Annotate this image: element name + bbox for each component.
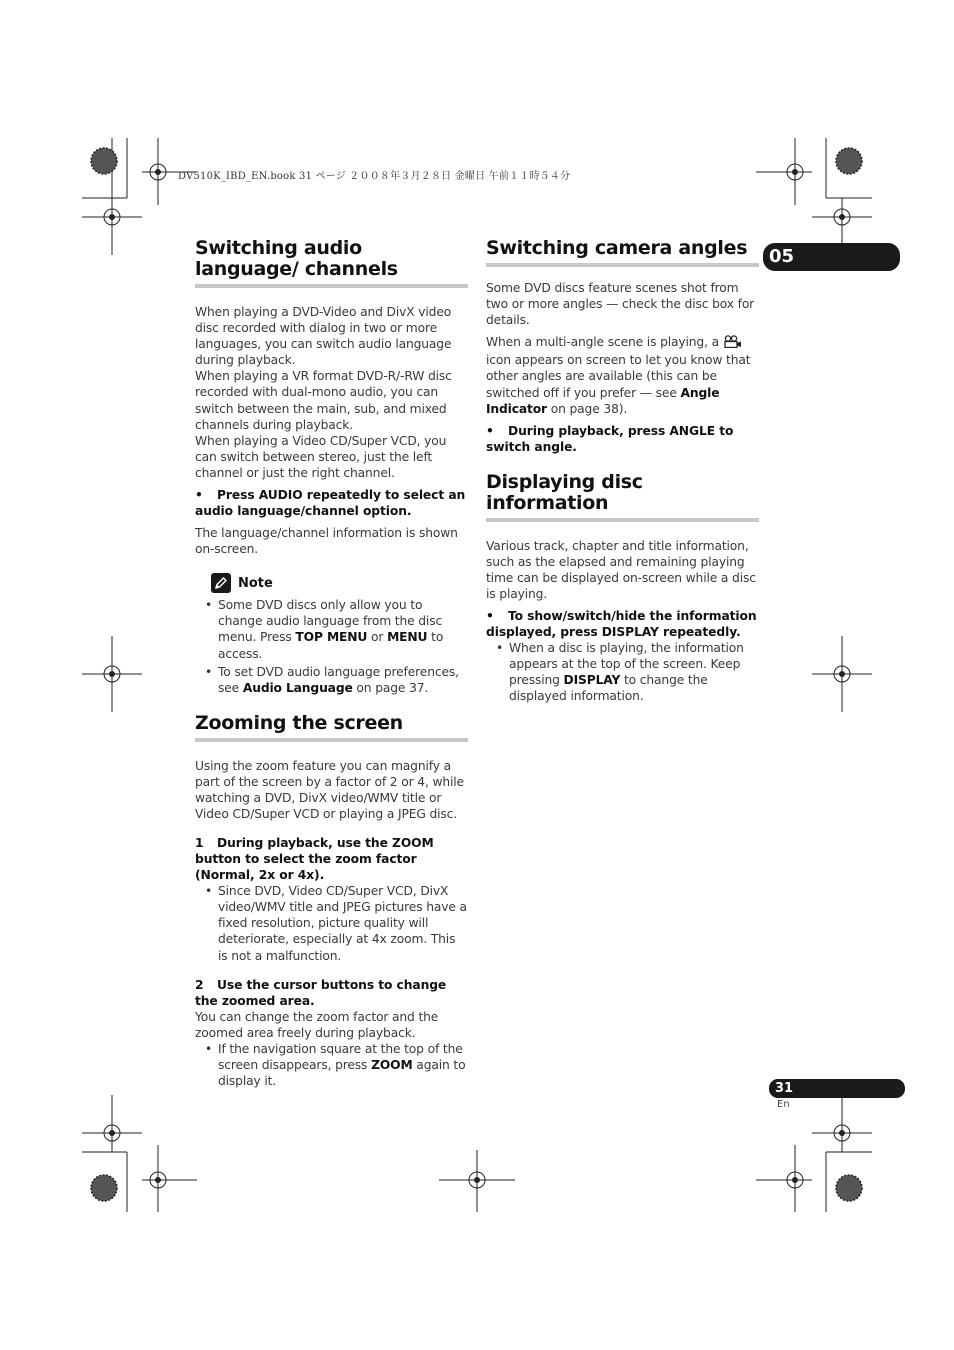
zoom-bullet-2: • If the navigation square at the top of the screen disappears, press ZOOM again to display it.	[195, 1041, 468, 1089]
camera-section	[486, 238, 759, 455]
zoom-bullets-1	[195, 883, 468, 963]
audio-paragraph-2: When playing a VR format DVD-R/-RW disc recorded with dual-mono audio, you can switch between the main, sub, and mixed channels during playback.	[195, 369, 452, 432]
camera-angle-icon	[723, 335, 743, 352]
audio-paragraph-1: When playing a DVD-Video and DivX video disc recorded with dialog in two or more languages, you can switch audio language during playback.	[195, 305, 452, 368]
disc-info-paragraph: Various track, chapter and title information, such as the elapsed and remaining playing time can be displayed on-screen while a disc is playing.	[486, 538, 756, 602]
pencil-icon	[211, 573, 231, 593]
zoom-bullet-1: • Since DVD, Video CD/Super VCD, DivX video/WMV title and JPEG pictures have a fixed resolution, picture quality will deteriorate, especially at 4x zoom. This is not a malfunction.	[195, 883, 468, 963]
page-number: 31	[775, 1081, 794, 1096]
chapter-tab	[763, 243, 900, 271]
heading-rule	[195, 738, 468, 742]
heading-rule	[195, 284, 468, 288]
note-list	[195, 597, 468, 696]
camera-paragraph-2: When a multi-angle scene is playing, a icon appears on screen to let you know that other angles are available (this can be switched off if you prefer — see Angle Indicator on page 38).	[486, 335, 751, 416]
audio-step: • Press AUDIO repeatedly to select an audio language/channel option.	[195, 488, 466, 519]
disc-info-heading: Displaying disc information	[486, 470, 643, 514]
page-number-tab	[769, 1079, 905, 1098]
heading-rule	[486, 263, 759, 267]
disc-info-section	[486, 472, 759, 705]
zoom-paragraph-2: You can change the zoom factor and the zoomed area freely during playback.	[195, 1009, 439, 1040]
note-item-2: • To set DVD audio language preferences, see Audio Language on page 37.	[195, 664, 468, 696]
disc-info-bullet: • When a disc is playing, the information appears at the top of the screen. Keep pressing DISPLAY to change the displayed information.	[486, 640, 759, 704]
disc-info-step: • To show/switch/hide the information displayed, press DISPLAY repeatedly.	[486, 609, 757, 640]
zoom-bullets-2	[195, 1041, 468, 1089]
note-title: Note	[238, 575, 273, 591]
camera-heading: Switching camera angles	[486, 237, 748, 259]
step-bullet: •	[195, 488, 203, 503]
camera-step: • During playback, press ANGLE to switch angle.	[486, 423, 734, 454]
camera-paragraph-1: Some DVD discs feature scenes shot from two or more angles — check the disc box for details.	[486, 281, 755, 328]
print-header: DV510K_IBD_EN.book 31 ページ ２００８年３月２８日 金曜日 午前１１時５４分	[178, 171, 571, 182]
zoom-step-1: 1 During playback, use the ZOOM button to select the zoom factor (Normal, 2x or 4x).	[195, 836, 434, 883]
disc-info-bullets	[486, 640, 759, 704]
zoom-step-2: 2 Use the cursor buttons to change the zoomed area.	[195, 977, 447, 1008]
zoom-heading: Zooming the screen	[195, 711, 403, 734]
left-column	[195, 238, 468, 1089]
note-header	[211, 573, 468, 593]
audio-after-text: The language/channel information is shown on-screen.	[195, 526, 458, 557]
zoom-paragraph-1: Using the zoom feature you can magnify a part of the screen by a factor of 2 or 4, while watching a DVD, DivX video/WMV title or Video CD/Super VCD or playing a JPEG disc.	[195, 758, 464, 822]
note-item-1: • Some DVD discs only allow you to change audio language from the disc menu. Press TOP MENU or MENU to access.	[195, 597, 468, 661]
chapter-number: 05	[769, 246, 795, 267]
audio-paragraph-3: When playing a Video CD/Super VCD, you can switch between stereo, just the left channel or just the right channel.	[195, 433, 447, 480]
audio-heading: Switching audio language/ channels	[195, 237, 398, 280]
right-column	[486, 238, 759, 705]
note-box	[195, 573, 468, 696]
audio-section	[195, 238, 468, 557]
language-label: En	[777, 1099, 790, 1110]
heading-rule	[486, 518, 759, 522]
zoom-section	[195, 713, 468, 1089]
